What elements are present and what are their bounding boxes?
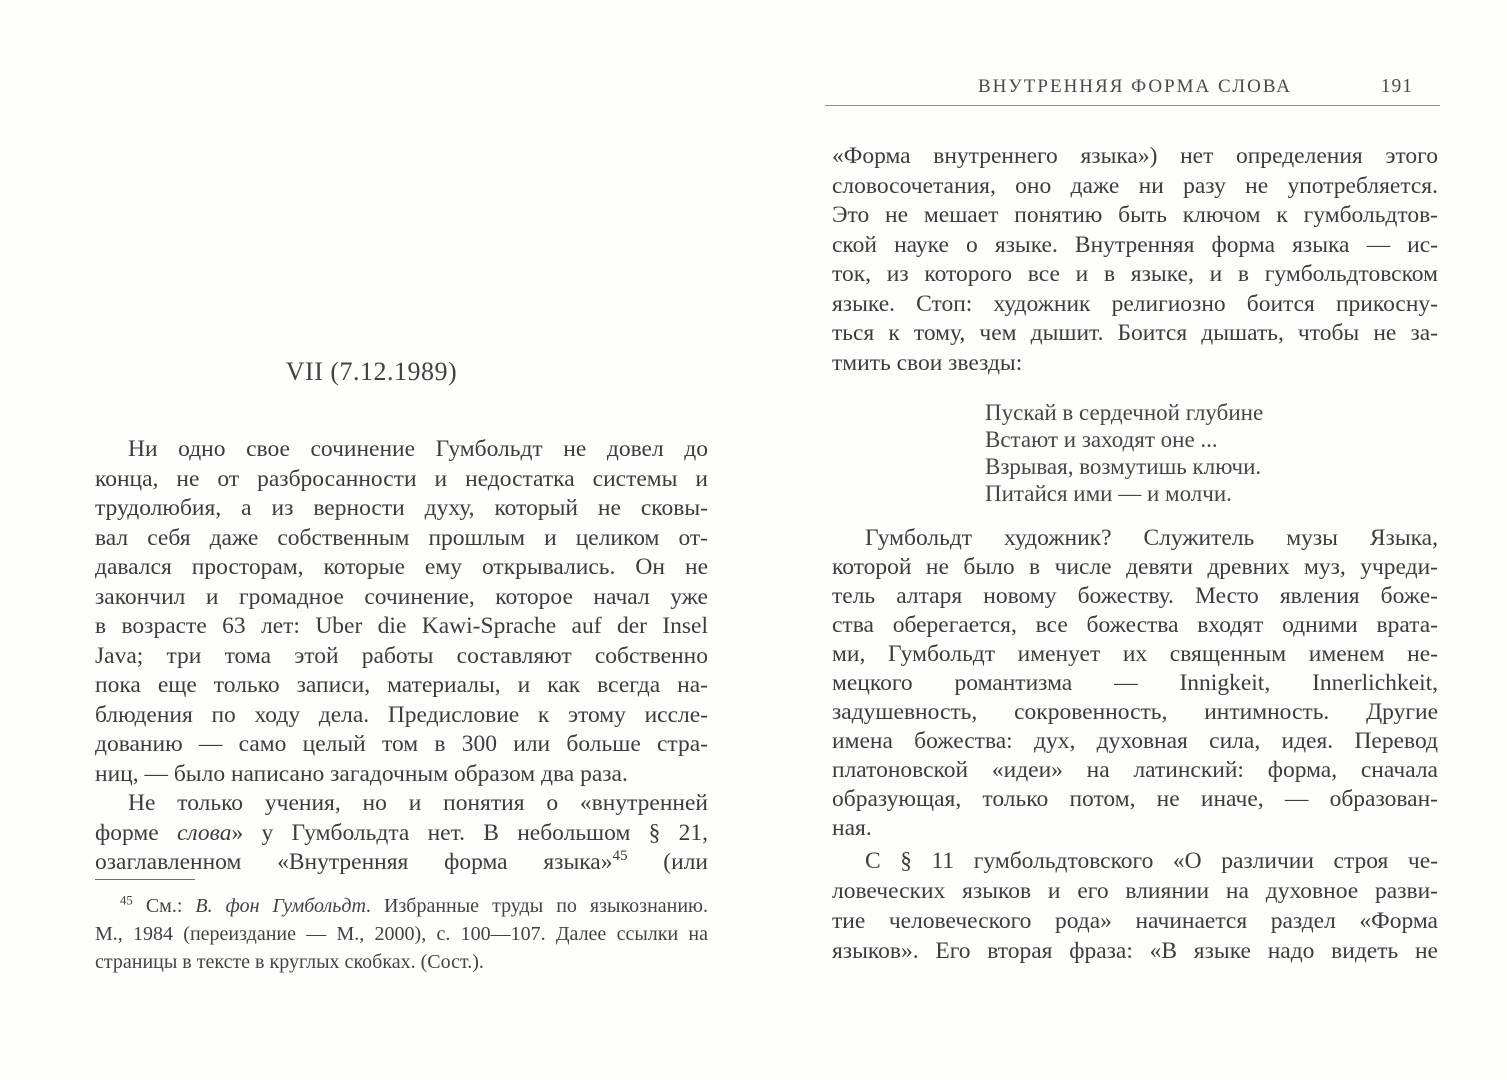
text-run: » у Гумбольдта нет. В небольшом § 21, [231,819,708,846]
text-line: ловеческих языков и его влиянии на духовное разви- [832,878,1438,904]
footnote-marker: 45 [120,892,133,907]
text-line: языков». Его вторая фраза: «В языке надо видеть не [832,938,1438,964]
text-line: в возрасте 63 лет: Uber die Kawi-Sprache auf der Insel [95,613,708,639]
text-line: мецкого романтизма — Innigkeit, Innerlichkeit, [832,670,1438,696]
text-line: ства оберегается, все божества входят одними врата- [832,612,1438,638]
text-line: словосочетания, оно даже ни разу не употребляется. [832,172,1438,199]
text-line: тель алтаря новому божеству. Место явления боже- [832,583,1438,609]
header-rule [825,105,1440,106]
running-head [832,76,1438,98]
text-line: трудолюбия, а из верности духу, который не сковы- [95,495,708,521]
footnote [95,879,708,976]
chapter-heading: VII (7.12.1989) [285,357,458,386]
text-line: страницы в тексте в круглых скобках. (Сост.). [95,950,484,973]
text-line: Гумбольдт художник? Служитель музы Языка, [865,525,1438,551]
text-line: Java; три тома этой работы составляют собственно [95,642,708,669]
footnote-separator [95,879,195,880]
text-line: Не только учения, но и понятия о «внутренней [128,790,708,816]
text-run: (или [663,849,709,875]
paragraph [95,789,708,878]
text-line: М., 1984 (переиздание — М., 2000), с. 100—107. Далее ссылки на [95,922,708,945]
italic-run: В. фон Гумбольдт [195,894,366,917]
text-line: имена божества: дух, духовная сила, идея. Перевод [832,728,1438,754]
text-line: конца, не от разбросанности и недостатка системы и [95,465,708,492]
text-line: пока еще только записи, материалы, и как всегда на- [95,672,708,698]
text-line: «Форма внутреннего языка») нет определения этого [832,143,1438,169]
left-page [95,357,708,976]
text-line: ми, Гумбольдт именует их священным именем не- [832,641,1438,667]
text-line: Это не мешает понятию быть ключом к гумбольдтов- [832,202,1438,228]
text-line [95,892,708,920]
text-line: ток, из которого все и в языке, и в гумбольдтовском [832,261,1438,287]
running-head-title: ВНУТРЕННЯЯ ФОРМА СЛОВА [977,76,1293,97]
text-line: которой не было в числе девяти древних муз, учреди- [832,554,1438,580]
paragraph [832,524,1438,843]
text-line: С § 11 гумбольдтовского «О различии строя че- [865,848,1438,874]
text-line: давался просторам, которые ему открывались. Он не [95,554,708,580]
text-line: платоновской «идеи» на латинский: форма, сначала [832,757,1438,783]
italic-run: слова [176,819,232,846]
text-line: образующая, только потом, не иначе, — образован- [832,786,1438,812]
verse-quote [985,399,1438,507]
verse-line: Встают и заходят оне ... [985,427,1218,452]
paragraph [832,846,1438,966]
text-line: ться к тому, чем дышит. Боится дышать, чтобы не за- [832,320,1438,346]
page-number: 191 [1380,76,1413,97]
text-line: Ни одно свое сочинение Гумбольдт не довел до [128,436,708,462]
verse-line: Питайся ими — и молчи. [985,481,1232,506]
text-line [95,848,708,878]
text-run: См.: [145,894,183,917]
paragraph [95,435,708,789]
text-line: ской науке о языке. Внутренняя форма языка — ис- [832,231,1438,258]
text-line: блюдения по ходу дела. Предисловие к этому иссле- [95,701,708,728]
text-line: ниц, — было написано загадочным образом два раза. [95,760,628,787]
text-line: задушевность, сокровенность, интимность. Другие [832,699,1438,725]
text-line: тие человеческого рода» начинается раздел «Форма [832,908,1438,934]
text-line: дованию — само целый том в 300 или больше стра- [95,731,708,757]
text-line: ная. [832,815,872,841]
text-run: форме [95,819,159,846]
text-line: языке. Стоп: художник религиозно боится прикосну- [832,290,1438,317]
superscript-footnote-ref: 45 [612,848,628,865]
verse-line: Пускай в сердечной глубине [985,400,1264,425]
paragraph [832,142,1438,378]
verse-line: Взрывая, возмутишь ключи. [985,454,1262,479]
text-run: озаглавленном «Внутренняя форма языка» [95,849,613,875]
text-line: закончил и громадное сочинение, которое начал уже [95,583,708,610]
text-run: . Избранные труды по языкознанию. [365,894,708,917]
text-line [95,819,708,849]
text-line: тмить свои звезды: [832,349,1023,376]
text-line: вал себя даже собственным прошлым и целиком от- [95,524,708,551]
right-page [832,76,1438,966]
